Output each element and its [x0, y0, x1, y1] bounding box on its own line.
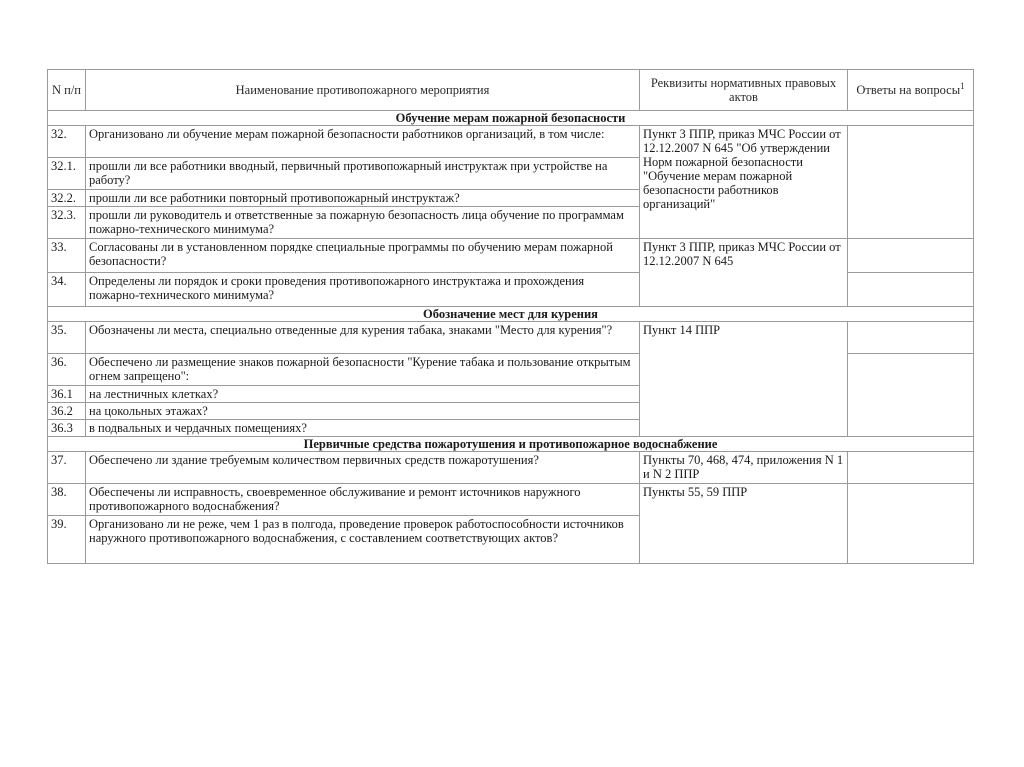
answer-cell[interactable]	[848, 126, 974, 239]
row-name: прошли ли все работники повторный противопожарный инструктаж?	[86, 190, 640, 207]
row-name: прошли ли руководитель и ответственные за пожарную безопасность лица обучение по программам пожарно-технического минимума?	[86, 207, 640, 239]
row-num: 36.1	[48, 386, 86, 403]
row-name: Обеспечено ли здание требуемым количеством первичных средств пожаротушения?	[86, 452, 640, 484]
row-num: 35.	[48, 322, 86, 354]
row-ref: Пункт 14 ППР	[640, 322, 848, 437]
answer-cell[interactable]	[848, 273, 974, 307]
row-num: 37.	[48, 452, 86, 484]
row-num: 32.3.	[48, 207, 86, 239]
table-row	[48, 452, 974, 484]
header-answer	[848, 70, 974, 111]
answer-cell[interactable]	[848, 452, 974, 484]
section-title-training: Обучение мерам пожарной безопасности	[48, 111, 974, 126]
row-name: Согласованы ли в установленном порядке специальные программы по обучению мерам пожарной безопасности?	[86, 239, 640, 273]
row-name: прошли ли все работники вводный, первичный противопожарный инструктаж при устройстве на работу?	[86, 158, 640, 190]
table-row	[48, 126, 974, 158]
section-title-smoking: Обозначение мест для курения	[48, 307, 974, 322]
row-name: на лестничных клетках?	[86, 386, 640, 403]
table-row	[48, 239, 974, 273]
section-row-training	[48, 111, 974, 126]
section-title-extinguishing: Первичные средства пожаротушения и противопожарное водоснабжение	[48, 437, 974, 452]
section-row-extinguishing	[48, 437, 974, 452]
answer-cell[interactable]	[848, 484, 974, 564]
table-row	[48, 322, 974, 354]
table-row	[48, 484, 974, 516]
row-name: Организовано ли не реже, чем 1 раз в полгода, проведение проверок работоспособности источников наружного противопожарного водоснабжения, с составлением соответствующих актов?	[86, 516, 640, 564]
row-ref: Пункты 55, 59 ППР	[640, 484, 848, 564]
header-answer-text: Ответы на вопросы	[856, 83, 961, 97]
row-num: 38.	[48, 484, 86, 516]
answer-cell[interactable]	[848, 322, 974, 354]
header-name: Наименование противопожарного мероприятия	[86, 70, 640, 111]
row-num: 32.1.	[48, 158, 86, 190]
row-num: 36.3	[48, 420, 86, 437]
fire-safety-checklist-table	[47, 69, 974, 564]
answer-cell[interactable]	[848, 239, 974, 273]
row-num: 36.	[48, 354, 86, 386]
row-ref: Пункт 3 ППР, приказ МЧС России от 12.12.2007 N 645	[640, 239, 848, 307]
header-answer-footnote: 1	[960, 80, 965, 91]
row-name: в подвальных и чердачных помещениях?	[86, 420, 640, 437]
row-ref: Пункт 3 ППР, приказ МЧС России от 12.12.2007 N 645 "Об утверждении Норм пожарной безопасности "Обучение мерам пожарной безопасности работников организаций"	[640, 126, 848, 239]
row-num: 36.2	[48, 403, 86, 420]
row-name: Обеспечены ли исправность, своевременное обслуживание и ремонт источников наружного противопожарного водоснабжения?	[86, 484, 640, 516]
row-name: Организовано ли обучение мерам пожарной безопасности работников организаций, в том числе:	[86, 126, 640, 158]
row-name: на цокольных этажах?	[86, 403, 640, 420]
row-ref: Пункты 70, 468, 474, приложения N 1 и N 2 ППР	[640, 452, 848, 484]
row-name: Определены ли порядок и сроки проведения противопожарного инструктажа и прохождения пожарно-технического минимума?	[86, 273, 640, 307]
row-name: Обеспечено ли размещение знаков пожарной безопасности "Курение табака и пользование открытым огнем запрещено":	[86, 354, 640, 386]
answer-cell[interactable]	[848, 354, 974, 437]
header-ref: Реквизиты нормативных правовых актов	[640, 70, 848, 111]
row-num: 32.	[48, 126, 86, 158]
row-name: Обозначены ли места, специально отведенные для курения табака, знаками "Место для курения"?	[86, 322, 640, 354]
header-num: N п/п	[48, 70, 86, 111]
table-header-row	[48, 70, 974, 111]
row-num: 39.	[48, 516, 86, 564]
row-num: 33.	[48, 239, 86, 273]
row-num: 32.2.	[48, 190, 86, 207]
row-num: 34.	[48, 273, 86, 307]
section-row-smoking	[48, 307, 974, 322]
